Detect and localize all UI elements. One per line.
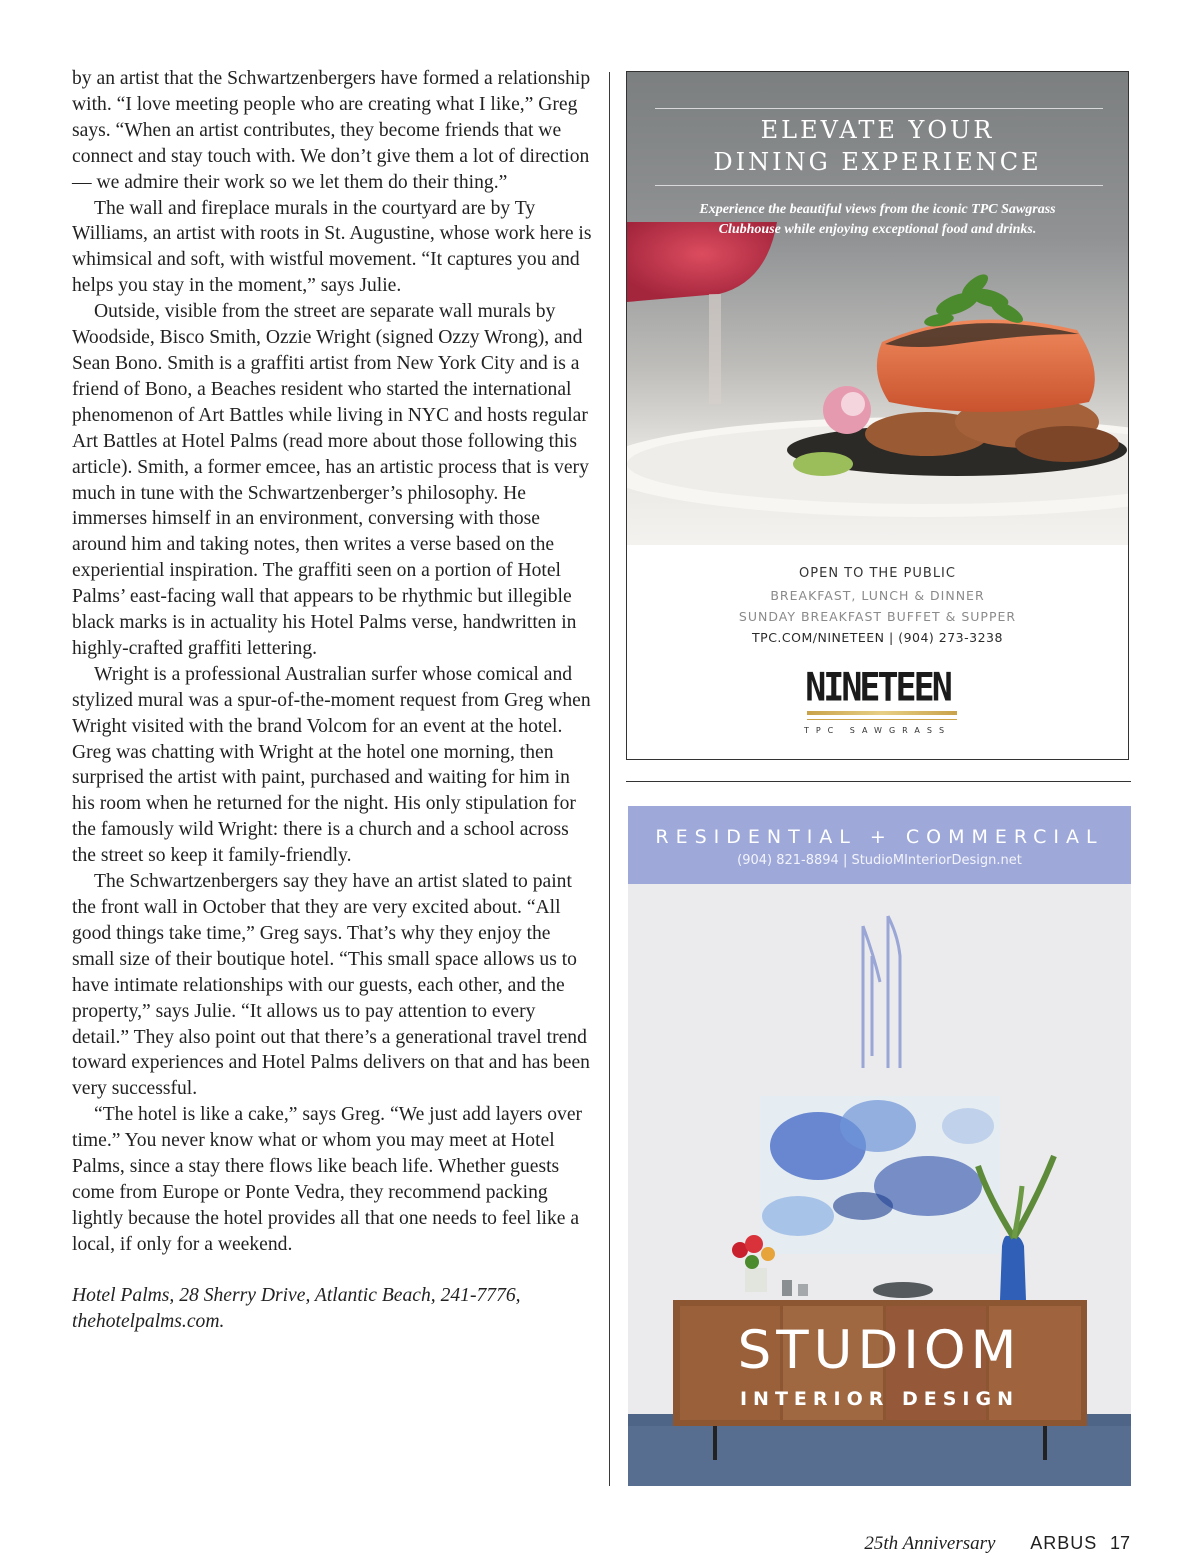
interior-illustration: [628, 806, 1131, 1486]
services-title: RESIDENTIAL + COMMERCIAL: [655, 826, 1104, 848]
venue-credit-website: thehotelpalms.com.: [72, 1310, 225, 1332]
services-banner: [628, 806, 1131, 884]
article-paragraph: The Schwartzenbergers say they have an artist slated to paint the front wall in October that they are very excited about. “All good things take time,” Greg says. That’s why they enjoy the small size of their boutique hotel. “This small space allows us to have intimate relationships with our guests, each other, and the property,” says Julie. “It allows us to pay attention to every detail.” They also point out that there’s a generational travel trend toward experiences and Hotel Palms delivers on that and has been very successful.: [72, 871, 590, 1100]
ad-divider: [626, 781, 1131, 782]
issue-label: 25th Anniversary: [864, 1533, 996, 1554]
venue-credit-address: Hotel Palms, 28 Sherry Drive, Atlantic Beach, 241-7776,: [72, 1284, 521, 1306]
ad-subheadline: [647, 200, 1108, 240]
ad-subheadline-line1: Experience the beautiful views from the iconic TPC Sawgrass: [699, 202, 1056, 217]
headline-rule-top: [655, 108, 1103, 109]
studiom-contact-link[interactable]: (904) 821-8894 | StudioMInteriorDesign.net: [737, 853, 1022, 868]
logo-tagline: TPC SAWGRASS: [803, 726, 952, 735]
page-number: 17: [1109, 1533, 1130, 1553]
headline-rule-bottom: [655, 185, 1103, 186]
open-to-public-label: OPEN TO THE PUBLIC: [799, 566, 956, 581]
magazine-name: ARBUS: [1030, 1533, 1098, 1553]
article-paragraph: Outside, visible from the street are separate wall murals by Woodside, Bisco Smith, Ozzie Wright (signed Ozzy Wrong), and Sean Bono. Smith is a graffiti artist from New York City and is a friend of Bono, a Beaches resident who started the international phenomenon of Art Battles while living in NYC and hosts regular Art Battles at Hotel Palms (read more about those following this article). Smith, a former emcee, has an artistic process that is very much in tune with the Schwartzenberger’s philosophy. He immerses himself in an environment, conversing with those around him and taking notes, then writes a verse based on the experiential inspiration. The graffiti seen on a portion of Hotel Palms’ east-facing wall that appears to be rhythmic but illegible black marks is in actuality his Hotel Palms verse, handwritten in highly-crafted graffiti lettering.: [72, 301, 589, 659]
ad-contact-link[interactable]: TPC.COM/NINETEEN | (904) 273-3238: [752, 630, 1003, 645]
venue-credit: [72, 1283, 592, 1335]
page-footer: [864, 1533, 1130, 1555]
studiom-subtitle: INTERIOR DESIGN: [739, 1388, 1019, 1410]
article-paragraph: Wright is a professional Australian surfer whose comical and stylized mural was a spur-of-the-moment request from Greg when Wright visited with the brand Volcom for an event at the hotel. Greg was chatting with Wright at the hotel one morning, then surprised the artist with paint, purchased and waiting for him in his room when he returned for the night. His only stipulation for the famously wild Wright: there is a church and a school across the street so keep it family-friendly.: [72, 663, 591, 867]
article-paragraph: The wall and fireplace murals in the courtyard are by Ty Williams, an artist with roots in St. Augustine, whose work here is whimsical and soft, with wistful movement. “It captures you and helps you stay in the moment,” says Julie.: [72, 197, 592, 297]
hours-line1: BREAKFAST, LUNCH & DINNER: [770, 588, 985, 603]
studiom-advertisement[interactable]: [628, 806, 1131, 1486]
bowl: [873, 1282, 933, 1298]
nineteen-logo: NINETEEN: [805, 665, 950, 711]
column-divider: [609, 72, 610, 1486]
ad-subheadline-line2: Clubhouse while enjoying exceptional food and drinks.: [718, 222, 1037, 237]
ad-headline-line1: ELEVATE YOUR: [760, 116, 995, 144]
abstract-painting: [760, 1096, 1000, 1254]
logo-gold-bar: [807, 711, 957, 715]
ad-headline-line2: DINING EXPERIENCE: [713, 148, 1042, 176]
article-paragraph: “The hotel is like a cake,” says Greg. “We just add layers over time.” You never know what or whom you may meet at Hotel Palms, since a stay there flows like beach life. Whether guests come from Europe or Ponte Vedra, they recommend packing lightly because the hotel provides all that one needs to feel like a local, if only for a weekend.: [72, 1104, 583, 1255]
article-body: [72, 66, 592, 1335]
blue-vase: [1000, 1235, 1026, 1300]
hours-line2: SUNDAY BREAKFAST BUFFET & SUPPER: [738, 609, 1017, 624]
studiom-wordmark: STUDIOM: [737, 1320, 1022, 1381]
logo-gold-rule: [807, 719, 957, 720]
nineteen-advertisement[interactable]: [626, 71, 1129, 760]
microgreens: [923, 270, 1026, 328]
article-paragraph: by an artist that the Schwartzenbergers have formed a relationship with. “I love meeting people who are creating what I like,” Greg says. “When an artist contributes, they become friends that we connect and stay touch with. We don’t give them a lot of direction — we admire their work so we let them do their thing.”: [72, 68, 591, 193]
